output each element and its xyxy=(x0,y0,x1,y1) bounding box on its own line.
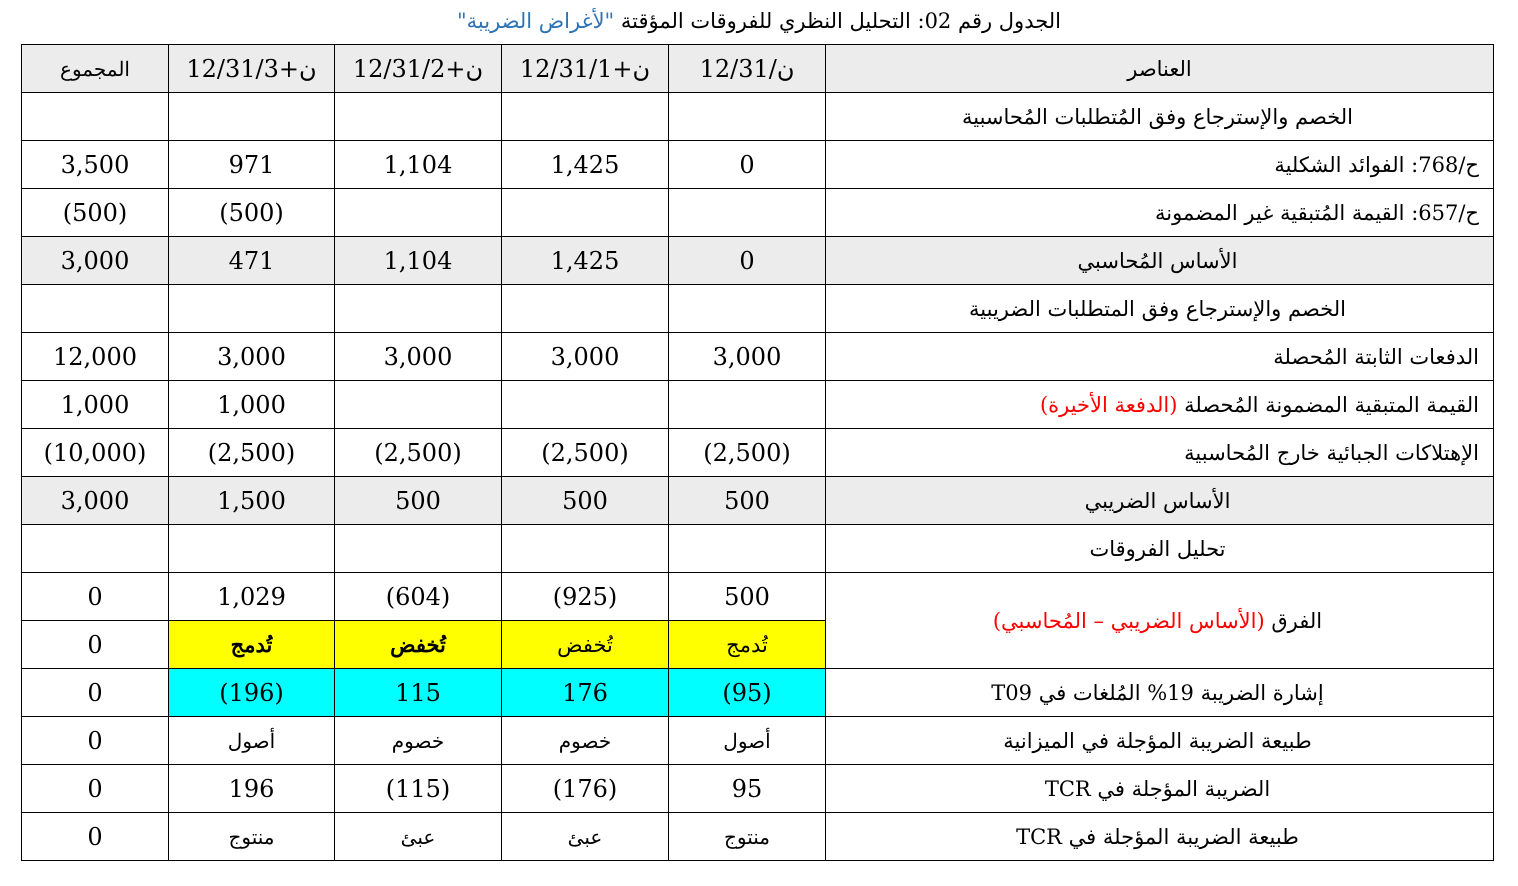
fixed-payments-label: الدفعات الثابتة المُحصلة xyxy=(826,333,1494,381)
tax-sign-total: 0 xyxy=(22,669,169,717)
deferred-nature-balance-row: طبيعة الضريبة المؤجلة في الميزانية أصول خصوم خصوم أصول 0 xyxy=(22,717,1494,765)
header-col-n: 12/31/ن xyxy=(669,45,826,93)
tax-base-label: الأساس الضريبي xyxy=(826,477,1494,525)
fixed-payments-row: الدفعات الثابتة المُحصلة 3,000 3,000 3,000 3,000 12,000 xyxy=(22,333,1494,381)
formal-interest-n: 0 xyxy=(669,141,826,189)
tax-depreciation-row: الإهتلاكات الجبائية خارج المُحاسبية (2,500) (2,500) (2,500) (2,500) (10,000) xyxy=(22,429,1494,477)
temporary-differences-table xyxy=(21,44,1494,861)
guaranteed-residual-total: 1,000 xyxy=(22,381,169,429)
formal-interest-total: 3,500 xyxy=(22,141,169,189)
difference-type-n3: تُدمج xyxy=(169,621,335,669)
guaranteed-residual-row: القيمة المتبقية المضمونة المُحصلة (الدفعة الأخيرة) 1,000 1,000 xyxy=(22,381,1494,429)
guaranteed-residual-note: (الدفعة الأخيرة) xyxy=(1039,392,1178,417)
analysis-section-label: تحليل الفروقات xyxy=(826,525,1494,573)
formal-interest-n3: 971 xyxy=(169,141,335,189)
unguaranteed-residual-n3: (500) xyxy=(169,189,335,237)
header-row xyxy=(22,45,1494,93)
header-col-n2: 12/31/ن+2 xyxy=(335,45,502,93)
deferred-nature-tcr-row: طبيعة الضريبة المؤجلة في TCR منتوج عبئ عبئ منتوج 0 xyxy=(22,813,1494,861)
difference-type-n2: تُخفض xyxy=(335,621,502,669)
deferred-nature-balance-total: 0 xyxy=(22,717,169,765)
tax-base-total: 3,000 xyxy=(22,477,169,525)
header-total: المجموع xyxy=(22,45,169,93)
accounting-base-total: 3,000 xyxy=(22,237,169,285)
formal-interest-row xyxy=(22,141,1494,189)
formal-interest-label: ح/768: الفوائد الشكلية xyxy=(826,141,1494,189)
deferred-nature-tcr-label: طبيعة الضريبة المؤجلة في TCR xyxy=(826,813,1494,861)
tax-sign-label: إشارة الضريبة 19% المُلغات في T09 xyxy=(826,669,1494,717)
table-title-highlight: "لأغراض الضريبة" xyxy=(456,9,615,33)
tax-section-row xyxy=(22,285,1494,333)
deferred-nature-tcr-total: 0 xyxy=(22,813,169,861)
table-title xyxy=(0,6,1518,36)
deferred-nature-balance-label: طبيعة الضريبة المؤجلة في الميزانية xyxy=(826,717,1494,765)
unguaranteed-residual-total: (500) xyxy=(22,189,169,237)
tax-depreciation-label: الإهتلاكات الجبائية خارج المُحاسبية xyxy=(826,429,1494,477)
deferred-tax-tcr-label: الضريبة المؤجلة في TCR xyxy=(826,765,1494,813)
table-title-text: الجدول رقم 02: التحليل النظري للفروقات المؤقتة xyxy=(614,9,1062,33)
header-col-n1: 12/31/ن+1 xyxy=(502,45,669,93)
header-col-n3: 12/31/ن+3 xyxy=(169,45,335,93)
difference-note: (الأساس الضريبي – المُحاسبي) xyxy=(992,608,1265,633)
difference-type-n1: تُخفض xyxy=(502,621,669,669)
difference-type-n: تُدمج xyxy=(669,621,826,669)
accounting-section-row xyxy=(22,93,1494,141)
tax-sign-row: إشارة الضريبة 19% المُلغات في T09 (95) 176 115 (196) 0 xyxy=(22,669,1494,717)
difference-total: 0 xyxy=(22,573,169,621)
deferred-tax-tcr-row: الضريبة المؤجلة في TCR 95 (176) (115) 196 0 xyxy=(22,765,1494,813)
difference-label: الفرق (الأساس الضريبي – المُحاسبي) xyxy=(826,573,1494,669)
difference-type-total: 0 xyxy=(22,621,169,669)
analysis-section-row xyxy=(22,525,1494,573)
fixed-payments-total: 12,000 xyxy=(22,333,169,381)
unguaranteed-residual-row xyxy=(22,189,1494,237)
header-elements: العناصر xyxy=(826,45,1494,93)
accounting-base-row: الأساس المُحاسبي 0 1,425 1,104 471 3,000 xyxy=(22,237,1494,285)
accounting-section-label: الخصم والإسترجاع وفق المُتطلبات المُحاسبية xyxy=(826,93,1494,141)
difference-row: الفرق (الأساس الضريبي – المُحاسبي) 500 (925) (604) 1,029 0 xyxy=(22,573,1494,621)
deferred-tax-tcr-total: 0 xyxy=(22,765,169,813)
tax-depreciation-total: (10,000) xyxy=(22,429,169,477)
tax-section-label: الخصم والإسترجاع وفق المتطلبات الضريبية xyxy=(826,285,1494,333)
formal-interest-n1: 1,425 xyxy=(502,141,669,189)
guaranteed-residual-label: القيمة المتبقية المضمونة المُحصلة (الدفعة الأخيرة) xyxy=(826,381,1494,429)
unguaranteed-residual-label: ح/657: القيمة المُتبقية غير المضمونة xyxy=(826,189,1494,237)
formal-interest-n2: 1,104 xyxy=(335,141,502,189)
tax-base-row: الأساس الضريبي 500 500 500 1,500 3,000 xyxy=(22,477,1494,525)
accounting-base-label: الأساس المُحاسبي xyxy=(826,237,1494,285)
